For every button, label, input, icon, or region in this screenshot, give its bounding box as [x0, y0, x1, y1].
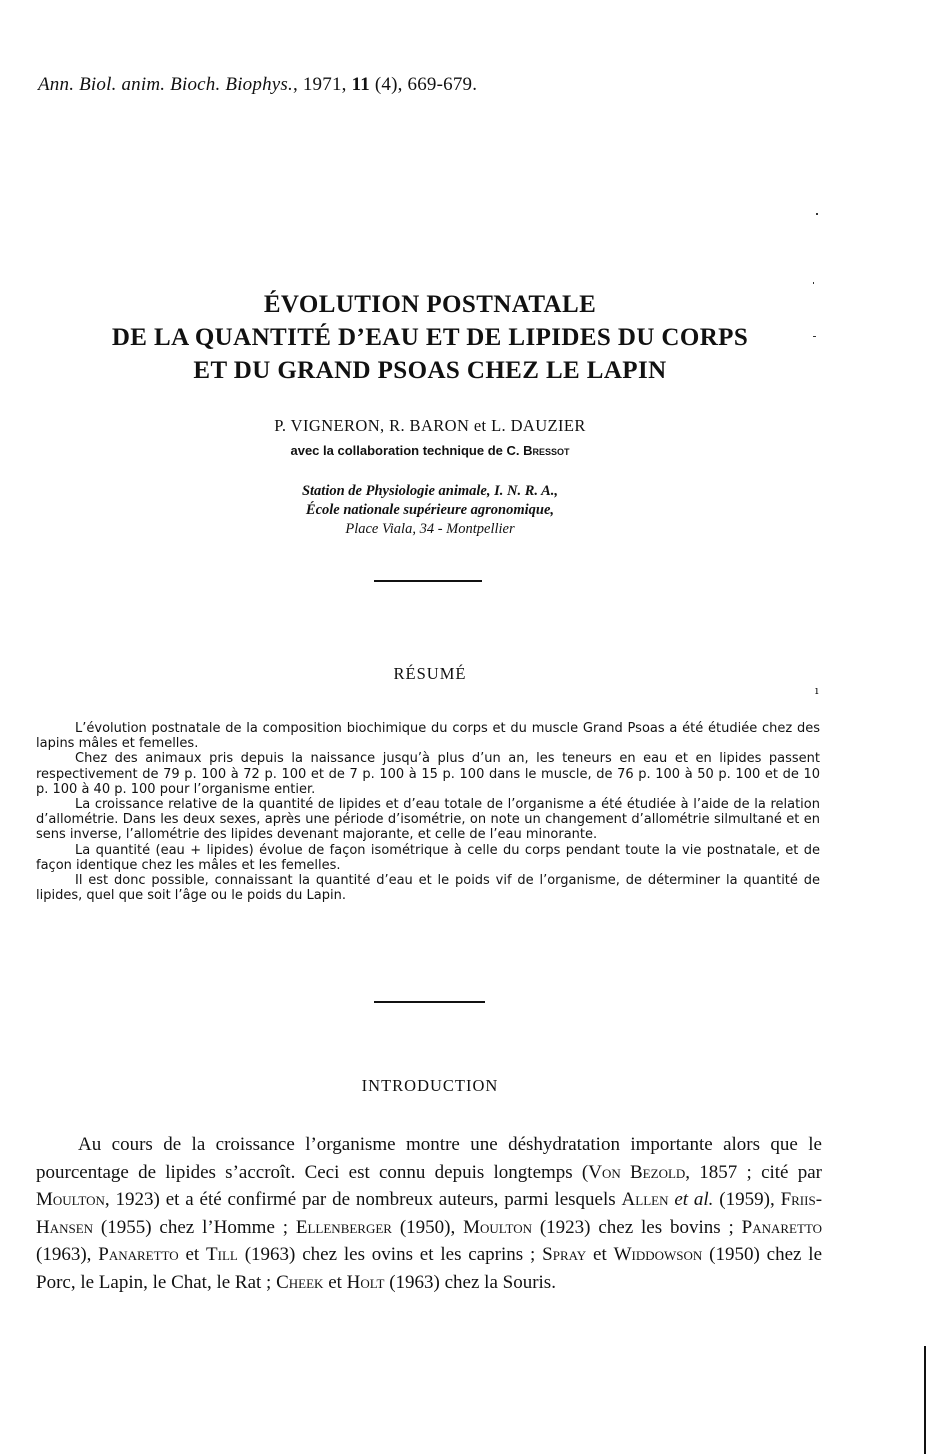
affiliation: [0, 482, 860, 539]
intro-text: (1959),: [713, 1189, 781, 1210]
author-citation: Ellenberger: [295, 1216, 392, 1238]
author-citation: Cheek: [276, 1271, 324, 1293]
scan-speck: [813, 336, 816, 337]
scan-speck: [813, 282, 814, 284]
introduction-heading: INTRODUCTION: [361, 1076, 499, 1095]
resume-paragraph: L’évolution postnatale de la composition biochimique du corps et du muscle Grand Psoas a été étudiée chez des lapins mâles et femelles.: [36, 721, 820, 752]
author-citation: Friis-Hansen: [36, 1189, 823, 1238]
author-citation: Spray: [542, 1244, 587, 1265]
author-citation: Holt: [346, 1271, 385, 1293]
margin-mark: ı: [815, 684, 819, 697]
author-citation: Widdowson: [613, 1244, 703, 1265]
intro-text: , 1857 ; cité par: [685, 1161, 822, 1183]
intro-text: (1950) chez le Porc, le Lapin, le Chat, le Rat ;: [36, 1244, 823, 1293]
title-line-3: ET DU GRAND PSOAS CHEZ LE LAPIN: [193, 357, 667, 384]
author-citation: Von Bezold: [588, 1161, 686, 1183]
journal-reference: [38, 74, 477, 96]
intro-text: (1923) chez les bovins ;: [532, 1216, 742, 1238]
intro-text: et: [586, 1244, 614, 1265]
scan-speck: [816, 213, 818, 215]
introduction-paragraph: [36, 1131, 822, 1296]
intro-text: , 1923) et a été confirmé par de nombreux auteurs, parmi lesquels: [104, 1189, 622, 1210]
collaboration-prefix: avec la collaboration technique de C.: [290, 443, 524, 458]
affiliation-line-3: Place Viala, 34 - Montpellier: [345, 521, 515, 537]
resume-paragraph: Il est donc possible, connaissant la quantité d’eau et le poids vif de l’organisme, de déterminer la quantité de lipides, quel que soit l’âge ou le poids du Lapin.: [36, 873, 820, 904]
journal-year: , 1971,: [292, 74, 352, 95]
title-line-1: ÉVOLUTION POSTNATALE: [263, 291, 597, 318]
scan-edge-line: [924, 1346, 926, 1454]
divider-rule-top: [374, 580, 482, 582]
intro-text: et: [178, 1244, 207, 1265]
affiliation-line-1: Station de Physiologie animale, I. N. R. A.,: [301, 483, 559, 499]
collaborator-name: Bressot: [523, 443, 570, 458]
author-citation: Moulton: [36, 1189, 105, 1210]
resume-heading: RÉSUMÉ: [393, 664, 467, 683]
intro-text: (1950),: [391, 1216, 464, 1238]
author-citation: Allen: [621, 1189, 669, 1210]
intro-text: (1963),: [36, 1244, 99, 1265]
affiliation-line-2: École nationale supérieure agronomique,: [305, 502, 555, 518]
author-list: P. VIGNERON, R. BARON et L. DAUZIER: [274, 416, 586, 435]
resume-body: [36, 721, 820, 903]
journal-name: Ann. Biol. anim. Bioch. Biophys.: [38, 74, 293, 95]
et-al: et al.: [674, 1189, 714, 1210]
author-citation: Panaretto: [98, 1244, 179, 1265]
intro-text: (1963) chez les ovins et les caprins ;: [237, 1244, 543, 1265]
article-title: [0, 288, 860, 387]
divider-rule-bottom: [374, 1001, 485, 1003]
introduction-body: [36, 1131, 822, 1296]
resume-paragraph: La quantité (eau + lipides) évolue de façon isométrique à celle du corps pendant toute la vie postnatale, et de façon identique chez les mâles et les femelles.: [36, 842, 820, 873]
author-citation: Panaretto: [741, 1216, 823, 1238]
intro-text: et: [323, 1271, 347, 1293]
intro-text: (1955) chez l’Homme ;: [93, 1216, 296, 1238]
resume-paragraph: Chez des animaux pris depuis la naissance jusqu’à plus d’un an, les teneurs en eau et en lipides passent respectivement de 79 p. 100 à 72 p. 100 et de 7 p. 100 à 15 p. 100 dans le muscle, de 76 p. 100 à 50 p. 100 et de 10 p. 100 à 40 p. 100 pour l’organisme entier.: [36, 751, 820, 797]
intro-text: (1963) chez la Souris.: [384, 1271, 556, 1293]
author-citation: Moulton: [463, 1216, 532, 1238]
technical-collaboration: [0, 443, 860, 458]
title-line-2: DE LA QUANTITÉ D’EAU ET DE LIPIDES DU CORPS: [111, 324, 749, 351]
journal-issue-pages: (4), 669-679.: [369, 74, 478, 95]
journal-volume: 11: [351, 74, 370, 95]
resume-paragraph: La croissance relative de la quantité de lipides et d’eau totale de l’organisme a été étudiée à l’aide de la relation d’allométrie. Dans les deux sexes, après une période d’isométrie, on note un changement d’allométrie silmultané et en sens inverse, l’allométrie des lipides devenant majorante, et celle de l’eau minorante.: [36, 797, 820, 843]
intro-text: Au cours de la croissance l’organisme montre une déshydratation importante alors que le pourcentage de lipides s’accroît. Ceci est connu depuis longtemps (: [36, 1134, 822, 1183]
author-citation: Till: [206, 1244, 238, 1265]
